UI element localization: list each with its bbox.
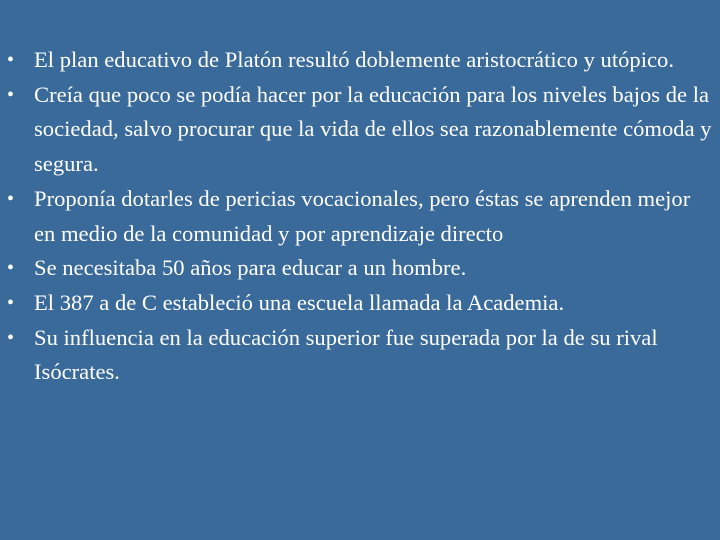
bullet-list <box>0 43 720 390</box>
bullet-item <box>0 321 720 390</box>
bullet-icon: • <box>7 49 15 71</box>
bullet-text: Se necesitaba 50 años para educar a un hombre. <box>34 255 467 281</box>
bullet-item <box>0 286 720 321</box>
bullet-text: El plan educativo de Platón resultó doblemente aristocrático y utópico. <box>34 47 674 72</box>
bullet-text: Creía que poco se podía hacer por la educación para los niveles bajos de la sociedad, salvo procurar que la vida de ellos sea razonablemente cómoda y segura. <box>34 81 712 177</box>
bullet-item <box>0 78 720 182</box>
bullet-item <box>0 251 720 286</box>
bullet-item <box>0 182 720 251</box>
bullet-item <box>0 43 720 78</box>
bullet-icon: • <box>7 187 15 210</box>
bullet-text: Proponía dotarles de pericias vocacionales, pero éstas se aprenden mejor en medio de la comunidad y por aprendizaje directo <box>34 185 691 246</box>
bullet-text: Su influencia en la educación superior fue superada por la de su rival Isócrates. <box>34 324 658 385</box>
bullet-icon: • <box>7 257 15 280</box>
bullet-icon: • <box>7 83 15 106</box>
bullet-icon: • <box>7 291 15 314</box>
bullet-icon: • <box>7 326 15 349</box>
bullet-text: El 387 a de C estableció una escuela llamada la Academia. <box>34 289 565 315</box>
